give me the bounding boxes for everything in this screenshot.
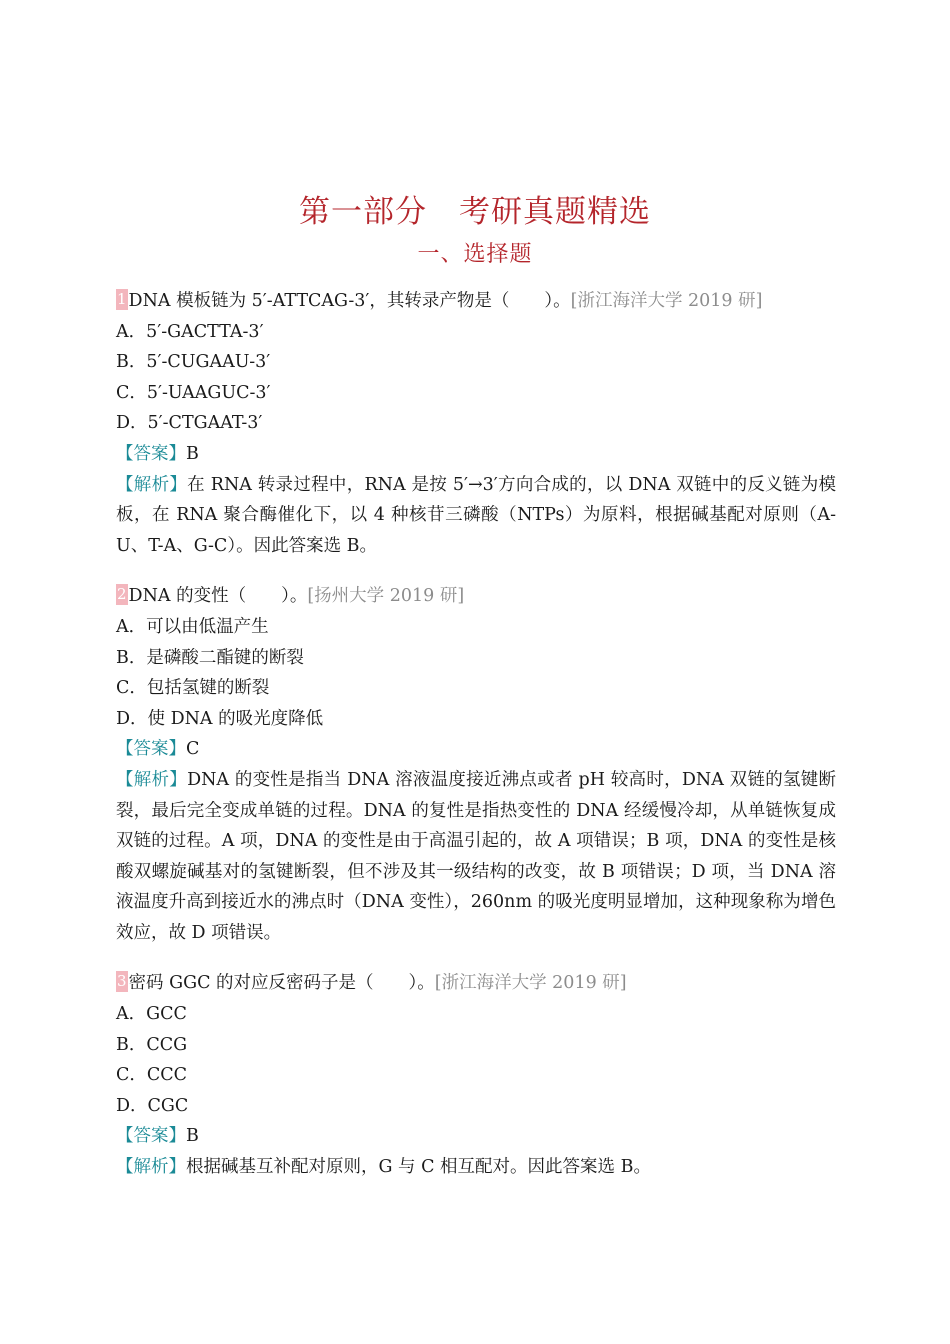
option-a: A．可以由低温产生 bbox=[116, 616, 269, 637]
analysis-paragraph bbox=[116, 470, 836, 562]
section-title: 一、选择题 bbox=[417, 242, 533, 267]
question-3 bbox=[116, 968, 836, 1182]
question-stem bbox=[116, 581, 836, 612]
option-d: D．使 DNA 的吸光度降低 bbox=[116, 708, 324, 729]
analysis-text: 根据碱基互补配对原则，G 与 C 相互配对。因此答案选 B。 bbox=[186, 1157, 651, 1178]
option-b: B．5′-CUGAAU-3′ bbox=[116, 352, 271, 373]
option-c: C．包括氢键的断裂 bbox=[116, 678, 270, 699]
option-c: C．5′-UAAGUC-3′ bbox=[116, 382, 271, 403]
answer-line bbox=[116, 1121, 836, 1152]
option-d: D．5′-CTGAAT-3′ bbox=[116, 413, 263, 434]
analysis-tag: 【解析】 bbox=[116, 769, 188, 790]
question-stem bbox=[116, 968, 836, 999]
option-d: D．CGC bbox=[116, 1095, 189, 1116]
analysis-paragraph bbox=[116, 765, 836, 949]
answer-tag: 【答案】 bbox=[116, 443, 186, 464]
option-b: B．是磷酸二酯键的断裂 bbox=[116, 647, 304, 668]
answer-value: B bbox=[186, 1126, 199, 1147]
option-a: A．GCC bbox=[116, 1004, 187, 1025]
answer-value: C bbox=[186, 739, 200, 760]
question-number-badge: 1 bbox=[117, 290, 127, 308]
question-1 bbox=[116, 286, 836, 561]
option-a: A．5′-GACTTA-3′ bbox=[116, 321, 264, 342]
question-number-badge: 3 bbox=[117, 972, 127, 991]
question-text: DNA 的变性（ ）。 bbox=[128, 586, 308, 607]
question-2 bbox=[116, 581, 836, 948]
option-b: B．CCG bbox=[116, 1034, 188, 1055]
question-stem bbox=[116, 286, 836, 317]
question-list bbox=[116, 286, 836, 1203]
analysis-paragraph bbox=[116, 1152, 836, 1183]
analysis-tag: 【解析】 bbox=[116, 474, 188, 495]
question-text: DNA 模板链为 5′-ATTCAG-3′，其转录产物是（ ）。 bbox=[128, 291, 571, 311]
question-source: [浙江海洋大学 2019 研] bbox=[570, 291, 763, 311]
answer-tag: 【答案】 bbox=[116, 1126, 186, 1147]
answer-line bbox=[116, 439, 836, 470]
option-c: C．CCC bbox=[116, 1065, 188, 1086]
question-number-badge: 2 bbox=[117, 585, 127, 604]
analysis-tag: 【解析】 bbox=[116, 1157, 186, 1178]
question-text: 密码 GGC 的对应反密码子是（ ）。 bbox=[128, 973, 435, 994]
analysis-text: 在 RNA 转录过程中，RNA 是按 5′→3′方向合成的，以 DNA 双链中的反义链为模板，在 RNA 聚合酶催化下，以 4 种核苷三磷酸（NTPs）为原料，根据碱基配对原则（A-U、T-A、G-C）。因此答案选 B。 bbox=[116, 474, 837, 556]
question-source: [扬州大学 2019 研] bbox=[307, 586, 465, 607]
answer-line bbox=[116, 734, 836, 765]
part-title: 第一部分 考研真题精选 bbox=[299, 194, 651, 230]
analysis-text: DNA 的变性是指当 DNA 溶液温度接近沸点或者 pH 较高时，DNA 双链的氢键断裂，最后完全变成单链的过程。DNA 的复性是指热变性的 DNA 经缓慢冷却，从单链恢复成双链的过程。A 项，DNA 的变性是由于高温引起的，故 A 项错误；B 项，DNA 的变性是核酸双螺旋碱基对的氢键断裂，但不涉及其一级结构的改变，故 B 项错误；D 项，当 DNA 溶液温度升高到接近水的沸点时（DNA 变性），260nm 的吸光度明显增加，这种现象称为增色效应，故 D 项错误。 bbox=[116, 769, 836, 943]
answer-value: B bbox=[186, 443, 199, 464]
question-source: [浙江海洋大学 2019 研] bbox=[434, 973, 627, 994]
answer-tag: 【答案】 bbox=[116, 739, 186, 760]
